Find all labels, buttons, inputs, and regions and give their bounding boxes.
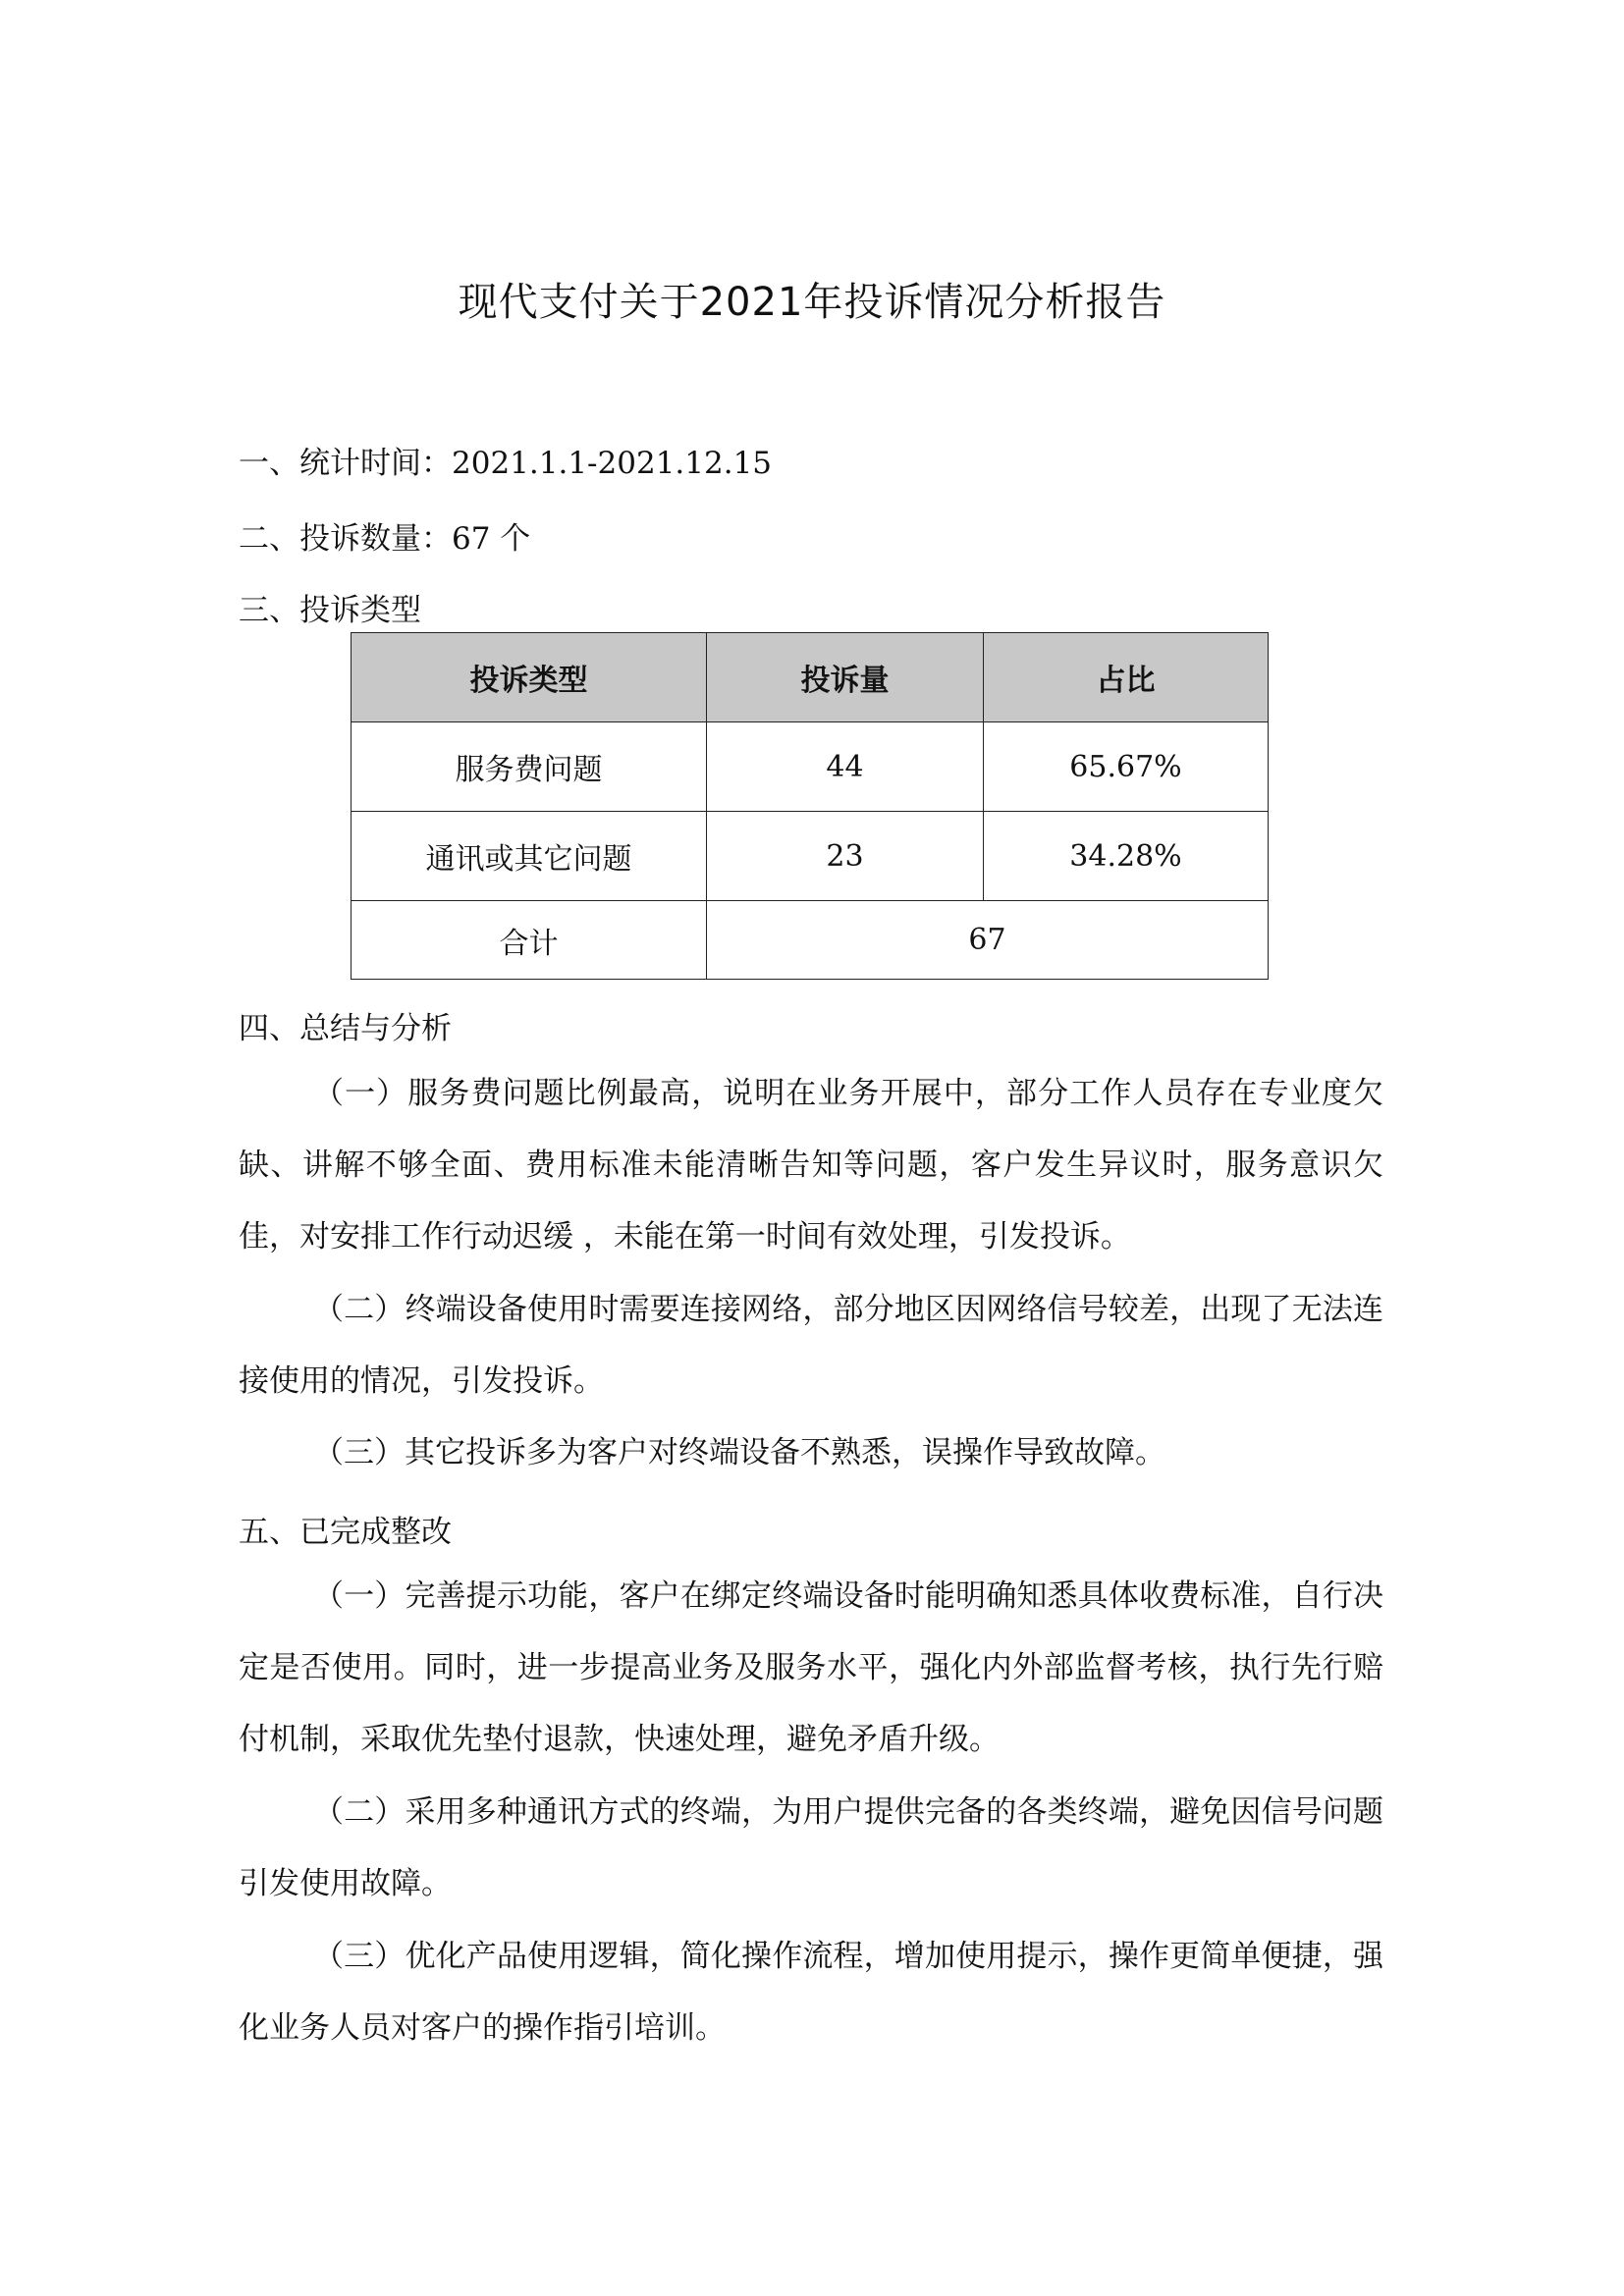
section-summary-analysis: 四、总结与分析 — [239, 1011, 452, 1046]
table-cell: 服务费问题 — [352, 722, 707, 812]
table-total-row — [352, 901, 1269, 980]
table-header-cell: 占比 — [984, 633, 1269, 722]
section-complaint-count: 二、投诉数量：67 个 — [239, 521, 531, 557]
section-statistics-period: 一、统计时间：2021.1.1-2021.12.15 — [239, 446, 773, 481]
rectification-paragraph: （二）采用多种通讯方式的终端，为用户提供完备的各类终端，避免因信号问题引发使用故障。 — [239, 1794, 1383, 1901]
table-total-value: 67 — [707, 901, 1269, 980]
table-header-cell: 投诉量 — [707, 633, 984, 722]
rectification-paragraph: （三）优化产品使用逻辑，简化操作流程，增加使用提示，操作更简单便捷，强化业务人员对客户的操作指引培训。 — [239, 1939, 1383, 2046]
table-header-cell: 投诉类型 — [352, 633, 707, 722]
complaint-type-table — [351, 632, 1269, 980]
table-row — [352, 722, 1269, 812]
section-rectification: 五、已完成整改 — [239, 1515, 452, 1550]
table-cell: 34.28% — [984, 812, 1269, 901]
rectification-paragraph: （一）完善提示功能，客户在绑定终端设备时能明确知悉具体收费标准，自行决定是否使用。同时，进一步提高业务及服务水平，强化内外部监督考核，执行先行赔付机制，采取优先垫付退款，快速处理，避免矛盾升级。 — [239, 1578, 1383, 1757]
analysis-paragraph: （二）终端设备使用时需要连接网络，部分地区因网络信号较差，出现了无法连接使用的情况，引发投诉。 — [239, 1292, 1383, 1399]
table-total-label: 合计 — [352, 901, 707, 980]
table-header-row — [352, 633, 1269, 722]
section-complaint-types: 三、投诉类型 — [239, 593, 421, 628]
table-row — [352, 812, 1269, 901]
analysis-paragraph: （三）其它投诉多为客户对终端设备不熟悉，误操作导致故障。 — [313, 1435, 1165, 1470]
table-cell: 23 — [707, 812, 984, 901]
document-title: 现代支付关于2021年投诉情况分析报告 — [458, 280, 1166, 325]
table-cell: 44 — [707, 722, 984, 812]
analysis-paragraph: （一）服务费问题比例最高，说明在业务开展中，部分工作人员存在专业度欠缺、讲解不够全面、费用标准未能清晰告知等问题，客户发生异议时，服务意识欠佳，对安排工作行动迟缓 ，未能在第一时间有效处理，引发投诉。 — [239, 1076, 1383, 1255]
table-cell: 65.67% — [984, 722, 1269, 812]
table-cell: 通讯或其它问题 — [352, 812, 707, 901]
